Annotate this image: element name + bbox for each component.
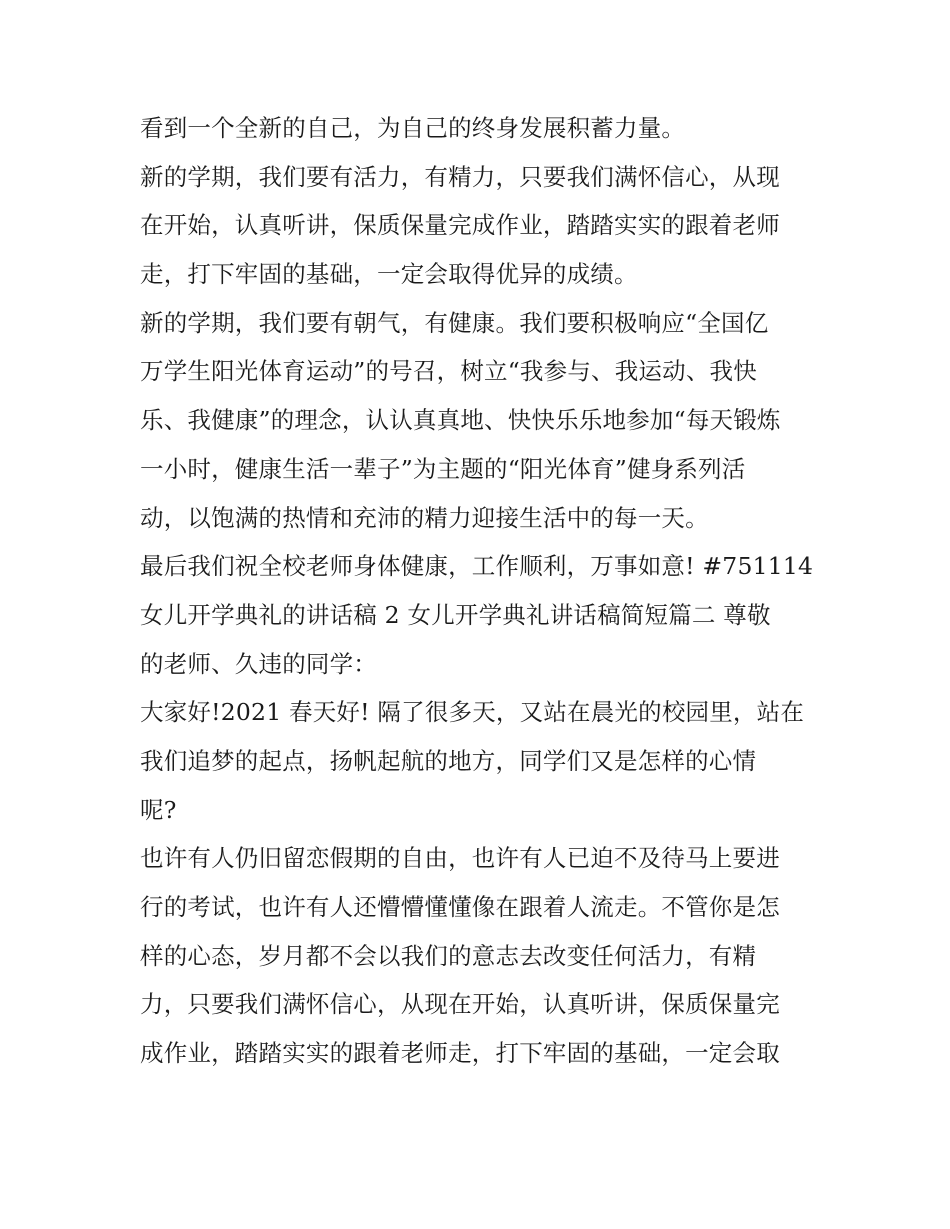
text-line: 新的学期，我们要有朝气，有健康。我们要积极响应“全国亿 <box>140 308 769 337</box>
text-line: 最后我们祝全校老师身体健康，工作顺利，万事如意! #751114 <box>140 552 814 581</box>
document-body <box>140 104 820 1078</box>
text-line: 乐、我健康”的理念，认认真真地、快快乐乐地参加“每天锻炼 <box>140 406 781 435</box>
text-line: 动，以饱满的热情和充沛的精力迎接生活中的每一天。 <box>140 503 709 532</box>
text-line: 行的考试，也许有人还懵懵懂懂像在跟着人流走。不管你是怎 <box>140 893 780 921</box>
text-line: 呢? <box>140 795 177 824</box>
text-line: 一小时，健康生活一辈子”为主题的“阳光体育”健身系列活 <box>140 454 746 483</box>
text-line: 女儿开学典礼的讲话稿 2 女儿开学典礼讲话稿简短篇二 尊敬 <box>140 600 771 629</box>
text-line: 成作业，踏踏实实的跟着老师走，打下牢固的基础，一定会取 <box>140 1039 780 1068</box>
text-line: 样的心态，岁月都不会以我们的意志去改变任何活力，有精 <box>140 941 757 970</box>
text-line: 力，只要我们满怀信心，从现在开始，认真听讲，保质保量完 <box>140 990 780 1019</box>
text-line: 大家好!2021 春天好! 隔了很多天，又站在晨光的校园里，站在 <box>140 698 805 727</box>
text-line: 的老师、久违的同学： <box>140 649 377 678</box>
text-line: 我们追梦的起点，扬帆起航的地方，同学们又是怎样的心情 <box>140 746 757 775</box>
text-line: 新的学期，我们要有活力，有精力，只要我们满怀信心，从现 <box>140 162 780 191</box>
text-line: 看到一个全新的自己，为自己的终身发展积蓄力量。 <box>140 114 686 142</box>
text-line: 走，打下牢固的基础，一定会取得优异的成绩。 <box>140 260 638 289</box>
text-line: 万学生阳光体育运动”的号召，树立“我参与、我运动、我快 <box>140 357 757 386</box>
text-line: 也许有人仍旧留恋假期的自由，也许有人已迫不及待马上要进 <box>140 844 780 873</box>
text-line: 在开始，认真听讲，保质保量完成作业，踏踏实实的跟着老师 <box>140 211 780 240</box>
